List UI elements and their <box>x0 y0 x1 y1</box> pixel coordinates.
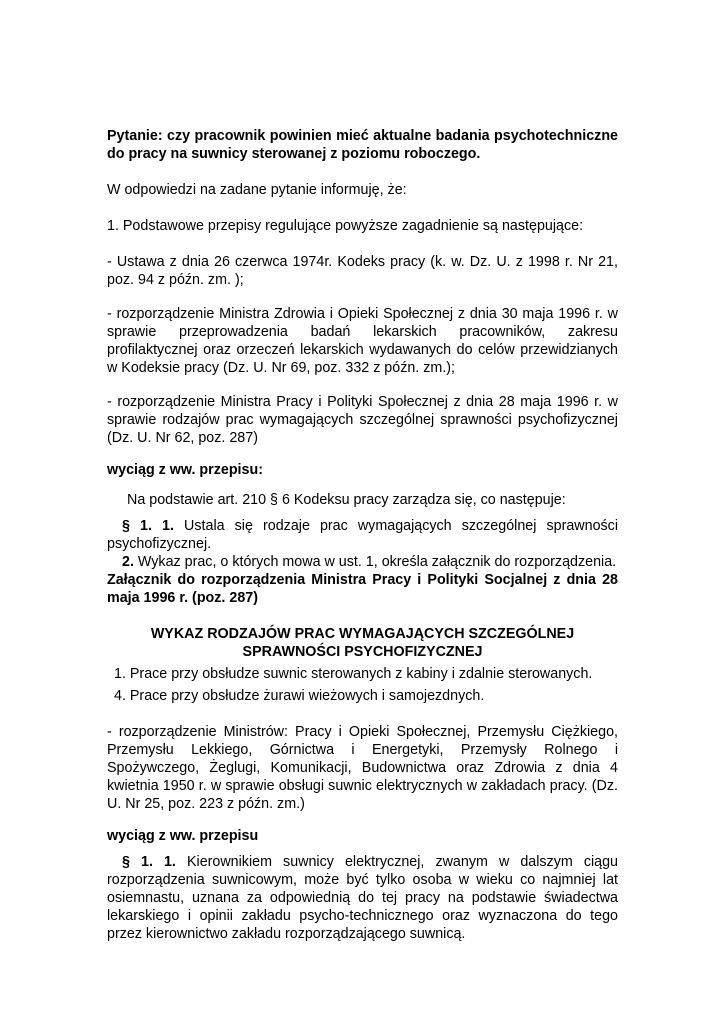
legal-basis: Na podstawie art. 210 § 6 Kodeksu pracy zarządza się, co następuje: <box>127 492 566 508</box>
section-3-label: § 1. 1. <box>122 854 176 870</box>
section-2-label: 2. <box>122 554 134 570</box>
regulation-2: - rozporządzenie Ministra Zdrowia i Opieki Społecznej z dnia 30 maja 1996 r. w sprawie przeprowadzenia badań lekarskich pracowników, zakresu profilaktycznej oraz orzeczeń lekarskich wydawanych do celów przewidzianych w Kodeksie pracy (Dz. U. Nr 69, poz. 332 z późn. zm.); <box>107 306 618 376</box>
intro-text: W odpowiedzi na zadane pytanie informuję, że: <box>107 182 407 198</box>
point-1: 1. Podstawowe przepisy regulujące powyższe zagadnienie są następujące: <box>107 218 584 234</box>
question-heading: Pytanie: czy pracownik powinien mieć aktualne badania psychotechniczne do pracy na suwnicy sterowanej z poziomu roboczego. <box>107 128 618 162</box>
list-item: 4. Prace przy obsłudze żurawi wieżowych i samojezdnych. <box>114 688 485 704</box>
annex-heading: Załącznik do rozporządzenia Ministra Pracy i Polityki Socjalnej z dnia 28 maja 1996 r. (poz. 287) <box>107 572 618 606</box>
section-3-text: Kierownikiem suwnicy elektrycznej, zwanym w dalszym ciągu rozporządzenia suwnicowym, może być tylko osoba w wieku co najmniej lat osiemnastu, uznana za odpowiednią do tej pracy na podstawie świadectwa lekarskiego i opinii zakładu psycho-technicznego oraz wyznaczona do tego przez kierownictwo zakładu rozporządzającego suwnicą. <box>107 854 618 942</box>
section-3-paragraph <box>107 853 618 943</box>
regulation-4: - rozporządzenie Ministrów: Pracy i Opieki Społecznej, Przemysłu Ciężkiego, Przemysłu Lekkiego, Górnictwa i Energetyki, Przemysły Rolnego i Spożywczego, Żeglugi, Komunikacji, Budownictwa oraz Zdrowia z dnia 4 kwietnia 1950 r. w sprawie obsługi suwnic elektrycznych w zakładach pracy. (Dz. U. Nr 25, poz. 223 z późn. zm.) <box>107 724 618 812</box>
list-title: WYKAZ RODZAJÓW PRAC WYMAGAJĄCYCH SZCZEGÓLNEJ SPRAWNOŚCI PSYCHOFIZYCZNEJ <box>150 626 575 660</box>
section-2-paragraph <box>107 553 618 571</box>
regulation-1: - Ustawa z dnia 26 czerwca 1974r. Kodeks pracy (k. w. Dz. U. z 1998 r. Nr 21, poz. 94 z późn. zm. ); <box>107 254 618 288</box>
regulation-3: - rozporządzenie Ministra Pracy i Polityki Społecznej z dnia 28 maja 1996 r. w sprawie rodzajów prac wymagających szczególnej sprawności psychofizycznej (Dz. U. Nr 62, poz. 287) <box>107 394 618 446</box>
section-1-paragraph <box>107 517 618 553</box>
document-page <box>107 127 618 943</box>
section-1-text: Ustala się rodzaje prac wymagających szczególnej sprawności psychofizycznej. <box>107 518 618 552</box>
section-2-text: Wykaz prac, o których mowa w ust. 1, określa załącznik do rozporządzenia. <box>133 554 617 570</box>
section-1-label: § 1. 1. <box>122 518 174 534</box>
excerpt-heading-1: wyciąg z ww. przepisu: <box>107 462 263 478</box>
list-item: 1. Prace przy obsłudze suwnic sterowanych z kabiny i zdalnie sterowanych. <box>114 666 593 682</box>
excerpt-heading-2: wyciąg z ww. przepisu <box>107 828 259 844</box>
